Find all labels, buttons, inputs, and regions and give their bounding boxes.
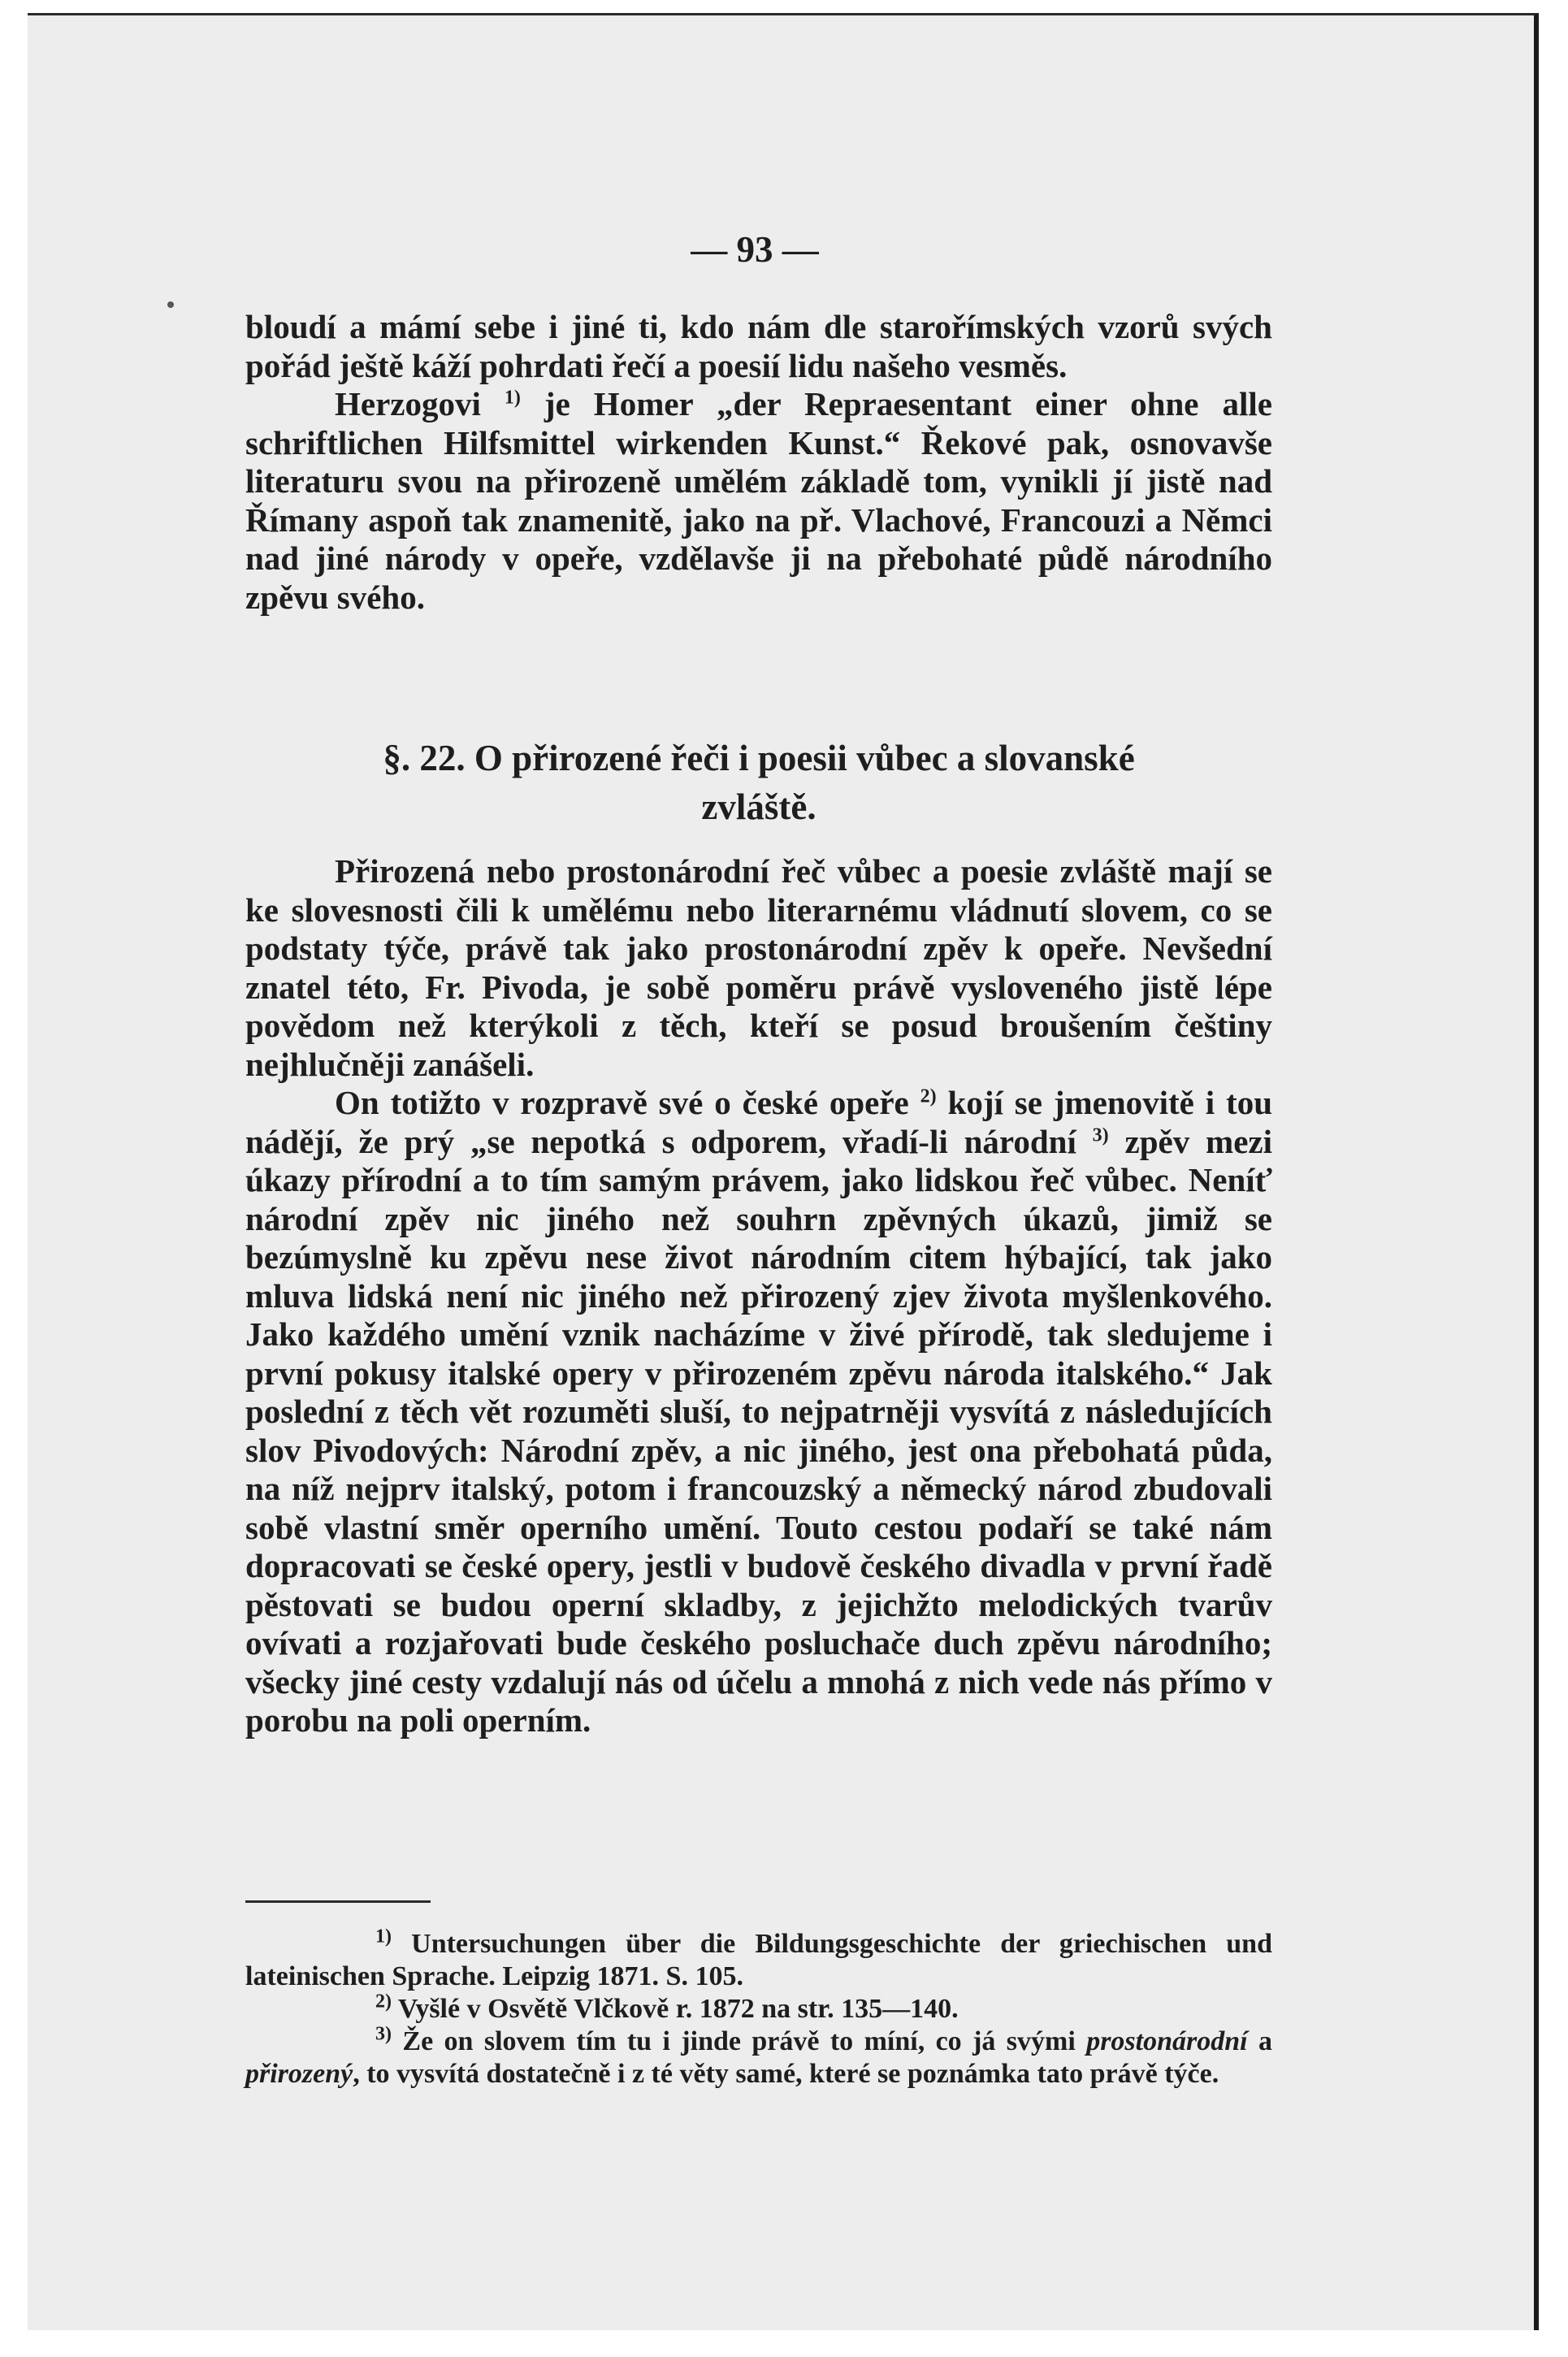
footnote-ref-2: 2) (920, 1085, 937, 1107)
footnote-3-marker: 3) (375, 2023, 392, 2045)
herzog-text-b: je Homer „der Repraesentant einer ohne alle schriftlichen Hilfsmittel wirkenden Kunst.“ Řekové pak, osnovavše literaturu svou na přirozeně umělém základě tom, vynikli jí jistě nad Římany aspoň tak znamenitě, jako na př. Vlachové, Francouzi a Němci nad jiné národy v opeře, vzdělavše ji na přebohaté půdě národního zpěvu svého. (245, 385, 1272, 616)
section-heading (245, 734, 1272, 831)
print-speck (167, 301, 174, 308)
natural-speech-paragraph: Přirozená nebo prostonárodní řeč vůbec a poesie zvláště mají se ke slovesnosti čili k umělému nebo literarnému vládnutí slovem, co se podstaty týče, právě tak jako prostonárodní zpěv k opeře. Nevšední znatel této, Fr. Pivoda, je sobě poměru právě vysloveného jistě lépe povědom než kterýkoli z těch, kteří se posud broušením češtiny nejhlučněji zanášeli. (245, 852, 1272, 1083)
page-number: — 93 — (691, 229, 819, 270)
footnote-2-text: Vyšlé v Osvětě Vlčkově r. 1872 na str. 135—140. (392, 1994, 959, 2024)
footnote-ref-3: 3) (1092, 1124, 1109, 1146)
footnote-divider (245, 1900, 431, 1903)
footnote-3-italic-2: přirozený (245, 2059, 353, 2089)
book-page (28, 13, 1539, 2330)
opera-text-b: kojí se jmenovitě i tou nádějí, že prý „se nepotká s odporem, vřadí-li národní (245, 1084, 1272, 1160)
footnote-3-text-c: , to vysvítá dostatečně i z té věty samé, které se poznámka tato právě týče. (353, 2059, 1219, 2089)
opera-text-c: zpěv mezi úkazy přírodní a to tím samým právem, jako lidskou řeč vůbec. Neníť národní zpěv nic jiného než souhrn zpěvných úkazů, jimiž se bezúmyslně ku zpěvu nese život národním citem hýbající, tak jako mluva lidská není nic jiného než přirozený zjev života myšlenkového. Jako každého umění vznik nacházíme v živé přírodě, tak sledujeme i první pokusy italské opery v přirozeném zpěvu národa italského.“ Jak poslední z těch vět rozuměti sluší, to nejpatrněji vysvítá z následujících slov Pivodových: Národní zpěv, a nic jiného, jest ona přebohatá půda, na níž nejprv italský, potom i francouzský a německý národ zbudovali sobě vlastní směr operního umění. Touto cestou podaří se také nám dopracovati se české opery, jestli v budově českého divadla v první řadě pěstovati se budou operní skladby, z jejichžto melodických tvarův ovívati a rozjařovati bude českého posluchače duch zpěvu národního; všecky jiné cesty vzdalují nás od účelu a mnohá z nich vede nás přímo v porobu na poli operním. (245, 1122, 1272, 1739)
footnote-3-text-b: a (1247, 2026, 1273, 2056)
footnote-3 (245, 2023, 1273, 2091)
herzog-paragraph (245, 385, 1272, 617)
section-heading-line1: §. 22. O přirozené řeči i poesii vůbec a slovanské (383, 738, 1135, 778)
footnotes (245, 1928, 1272, 2091)
footnote-3-italic-1: prostonárodní (1086, 2026, 1248, 2056)
continued-paragraph: bloudí a mámí sebe i jiné ti, kdo nám dle starořímských vzorů svých pořád ještě káží pohrdati řečí a poesií lidu našeho vesměs. (245, 308, 1272, 384)
herzog-text-a: Herzogovi (335, 385, 505, 422)
opera-text-a: On totižto v rozpravě své o české opeře (335, 1084, 920, 1121)
opening-text (245, 308, 1272, 617)
footnote-1-marker: 1) (375, 1926, 392, 1948)
footnote-3-text-a: Že on slovem tím tu i jinde právě to míní, co já svými (392, 2026, 1087, 2056)
footnote-2 (245, 1993, 1272, 2026)
footnote-ref-1: 1) (504, 387, 521, 409)
footnote-1 (245, 1928, 1272, 1993)
section-body (245, 852, 1272, 1740)
footnote-2-marker: 2) (375, 1991, 392, 2013)
section-heading-line2: zvláště. (701, 786, 816, 827)
opera-paragraph (245, 1084, 1272, 1740)
footnote-1-text: Untersuchungen über die Bildungsgeschichte der griechischen und lateinischen Sprache. Leipzig 1871. S. 105. (245, 1929, 1272, 1991)
